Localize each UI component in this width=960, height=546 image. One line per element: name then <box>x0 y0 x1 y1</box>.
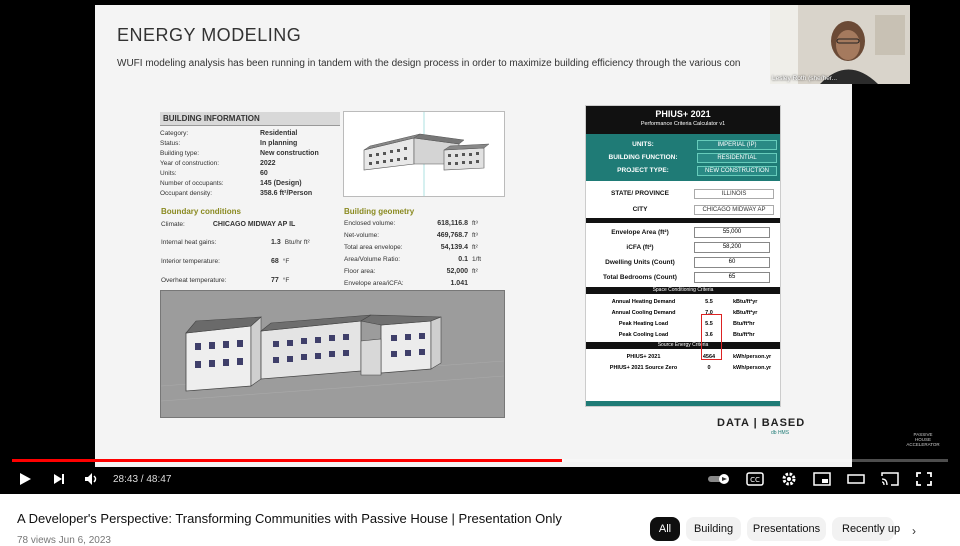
criteria-row: Peak Cooling Load 3.6 Btu/ft²hr <box>618 331 755 338</box>
units-select: IMPERIAL (IP) <box>697 140 777 150</box>
building-geometry-header: Building geometry <box>344 207 415 216</box>
phius-calculator: PHIUS+ 2021 Performance Criteria Calculator v1 UNITS: IMPERIAL (IP) BUILDING FUNCTION: RESIDENTIAL PROJECT TYPE: NEW CONSTRUCTION STATE/ PROVINCE ILLINOIS CITY CHICAGO MIDWAY AP Envelope Area (ft²) 55,000 iCFA (ft²) 58,200 Dwelling Units (Count) 60 Total Bedrooms (Count) 65 Space Conditioning Criteria Annual Heating Demand 5.5 kBtu/ft²yr Annual Cooling Demand 7.0 kBtu/ft²yr Peak Heating Load 5.5 Btu/ft²hr Peak Cooling Load 3.6 Btu/ft²hr Source Energy Criteria PHIUS+ 2021 4564 kWh/person.yr PHIUS+ 2021 Source Zero 0 kWh/person.yr <box>585 105 781 407</box>
info-row: Status: In planning <box>160 139 298 147</box>
progress-bar[interactable] <box>12 459 948 462</box>
brand-logo: DATA | BASED <box>717 417 806 429</box>
player-controls <box>0 466 960 492</box>
geometry-row: Total area envelope: 54,139.4 ft² <box>344 244 478 251</box>
info-row: Building type: New construction <box>160 149 319 157</box>
boundary-conditions-header: Boundary conditions <box>161 207 241 216</box>
input-box: 58,200 <box>694 242 770 253</box>
building-info-header: BUILDING INFORMATION <box>160 112 340 126</box>
building-info-table <box>160 112 340 198</box>
chevron-right-icon[interactable]: › <box>912 524 916 538</box>
autoplay-toggle-icon[interactable] <box>707 470 733 488</box>
info-row: Category: Residential <box>160 129 298 137</box>
calculator-header: PHIUS+ 2021 Performance Criteria Calculator v1 <box>586 106 780 134</box>
building-render-large <box>160 290 505 418</box>
climate-row: Climate: CHICAGO MIDWAY AP IL <box>161 221 296 228</box>
presentation-slide <box>95 5 852 467</box>
next-icon[interactable] <box>49 470 69 488</box>
video-title: A Developer's Perspective: Transforming Communities with Passive House | Presentation Only <box>17 511 562 526</box>
criteria-row: PHIUS+ 2021 4564 kWh/person.yr <box>626 353 772 360</box>
project-type-select: NEW CONSTRUCTION <box>697 166 777 176</box>
building-render-small <box>343 111 505 197</box>
boundary-row: Internal heat gains: 1.3 Btu/hr ft² <box>161 239 310 246</box>
geometry-row: Envelope area/iCFA: 1.041 <box>344 280 468 287</box>
chip-building[interactable]: Building <box>686 517 741 541</box>
video-info <box>0 494 960 546</box>
slide-subtitle: WUFI modeling analysis has been running in tandem with the design process in order to maximize building efficiency through the various con <box>117 58 741 69</box>
criteria-row: PHIUS+ 2021 Source Zero 0 kWh/person.yr <box>609 364 772 371</box>
criteria-row: Peak Heating Load 5.5 Btu/ft²hr <box>618 320 755 327</box>
city-select: CHICAGO MIDWAY AP <box>694 205 774 215</box>
info-row: Number of occupants: 145 (Design) <box>160 179 302 187</box>
participant-name: Lesley Roth (she/her... <box>772 75 838 82</box>
criteria-row: Annual Heating Demand 5.5 kBtu/ft²yr <box>611 298 758 305</box>
highlight-box <box>701 314 722 360</box>
miniplayer-icon[interactable] <box>812 470 832 488</box>
volume-icon[interactable] <box>82 470 102 488</box>
input-box: 55,000 <box>694 227 770 238</box>
svg-text:CC: CC <box>750 476 760 484</box>
geometry-row: Net-volume: 469,768.7 ft³ <box>344 232 478 239</box>
settings-icon[interactable] <box>779 470 799 488</box>
input-box: 60 <box>694 257 770 268</box>
chip-all[interactable]: All <box>650 517 680 541</box>
calculator-settings: UNITS: IMPERIAL (IP) BUILDING FUNCTION: RESIDENTIAL PROJECT TYPE: NEW CONSTRUCTION <box>586 134 780 181</box>
captions-icon[interactable] <box>745 470 765 488</box>
chip-recently-uploaded[interactable]: Recently up <box>832 517 894 541</box>
criteria-row: Annual Cooling Demand 7.0 kBtu/ft²yr <box>611 309 758 316</box>
chip-presentations[interactable]: Presentations <box>747 517 826 541</box>
input-box: 65 <box>694 272 770 283</box>
info-row: Year of construction: 2022 <box>160 159 276 167</box>
webcam-feed <box>770 5 910 84</box>
info-row: Units: 60 <box>160 169 268 177</box>
progress-played <box>12 459 562 462</box>
brand-sub: db HMS <box>771 430 790 436</box>
time-display: 28:43 / 48:47 <box>113 474 172 485</box>
geometry-row: Enclosed volume: 618,116.8 ft³ <box>344 220 478 227</box>
watermark: PASSIVE HOUSE ACCELERATOR <box>906 432 940 447</box>
info-row: Occupant density: 358.6 ft²/Person <box>160 189 313 197</box>
boundary-row: Interior temperature: 68 °F <box>161 258 290 265</box>
space-criteria-header: Space Conditioning Criteria <box>586 287 780 294</box>
slide-title: ENERGY MODELING <box>117 25 302 45</box>
geometry-row: Area/Volume Ratio: 0.1 1/ft <box>344 256 482 263</box>
function-select: RESIDENTIAL <box>697 153 777 163</box>
source-criteria-header: Source Energy Criteria <box>586 342 780 349</box>
play-icon[interactable] <box>15 470 35 488</box>
boundary-row: Overheat temperature: 77 °F <box>161 277 290 284</box>
cast-icon[interactable] <box>880 470 900 488</box>
fullscreen-icon[interactable] <box>914 470 934 488</box>
state-select: ILLINOIS <box>694 189 774 199</box>
geometry-row: Floor area: 52,000 ft² <box>344 268 478 275</box>
video-meta: 78 views Jun 6, 2023 <box>17 535 111 546</box>
theater-icon[interactable] <box>846 470 866 488</box>
